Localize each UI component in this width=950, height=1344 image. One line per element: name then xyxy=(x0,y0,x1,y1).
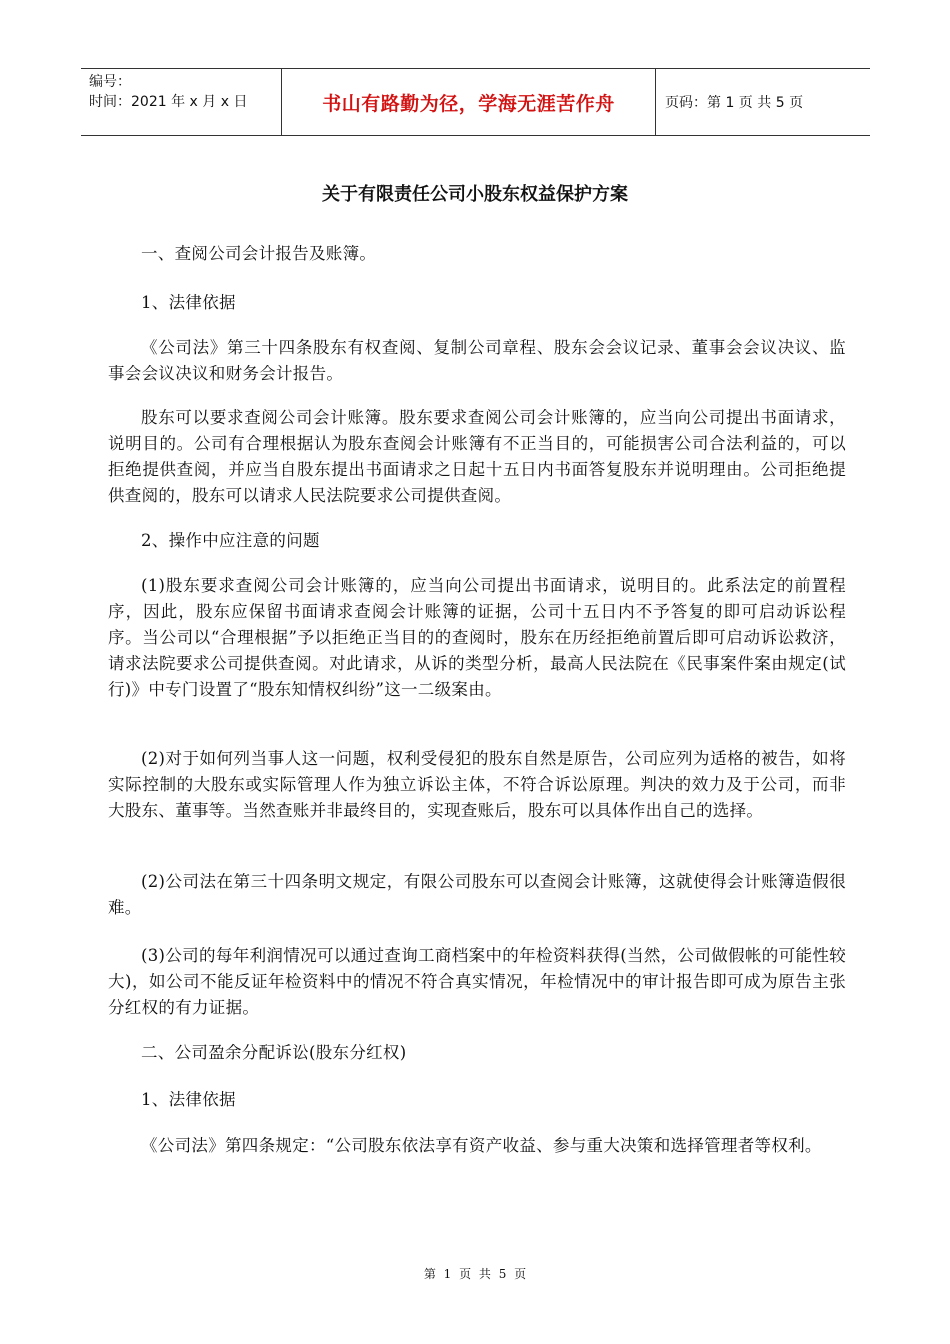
subheading-legal-basis: 1、法律依据 xyxy=(141,293,236,312)
document-date-label: 时间：2021 年 x 月 x 日 xyxy=(89,94,248,110)
subheading-legal-basis: 1、法律依据 xyxy=(141,1090,236,1109)
paragraph: (3)公司的每年利润情况可以通过查询工商档案中的年检资料获得(当然，公司做假帐的可能性较大)，如公司不能反证年检资料中的情况不符合真实情况，年检情况中的审计报告即可成为原告主张分红权的有力证据。 xyxy=(108,946,846,1017)
document-title: 关于有限责任公司小股东权益保护方案 xyxy=(322,184,628,205)
paragraph: 股东可以要求查阅公司会计账簿。股东要求查阅公司会计账簿的，应当向公司提出书面请求，说明目的。公司有合理根据认为股东查阅会计账簿有不正当目的，可能损害公司合法利益的，可以拒绝提供查阅，并应当自股东提出书面请求之日起十五日内书面答复股东并说明理由。公司拒绝提供查阅的，股东可以请求人民法院要求公司提供查阅。 xyxy=(108,408,846,505)
paragraph: 《公司法》第三十四条股东有权查阅、复制公司章程、股东会会议记录、董事会会议决议、监事会会议决议和财务会计报告。 xyxy=(108,338,846,383)
page-header xyxy=(81,68,870,136)
page-footer: 第 1 页 共 5 页 xyxy=(423,1267,527,1281)
document-number-label: 编号： xyxy=(89,74,131,90)
header-motto: 书山有路勤为径，学海无涯苦作舟 xyxy=(282,69,656,135)
paragraph: (2)对于如何列当事人这一问题，权利受侵犯的股东自然是原告，公司应列为适格的被告，如将实际控制的大股东或实际管理人作为独立诉讼主体，不符合诉讼原理。判决的效力及于公司，而非大股东、董事等。当然查账并非最终目的，实现查账后，股东可以具体作出自己的选择。 xyxy=(108,749,846,820)
section-heading-1: 一、查阅公司会计报告及账簿。 xyxy=(141,244,377,263)
header-meta xyxy=(81,69,282,135)
section-heading-2: 二、公司盈余分配诉讼(股东分红权) xyxy=(141,1043,407,1062)
subheading-practice-issues: 2、操作中应注意的问题 xyxy=(141,531,320,550)
header-page-info: 页码：第 1 页 共 5 页 xyxy=(665,95,804,111)
paragraph: (2)公司法在第三十四条明文规定，有限公司股东可以查阅会计账簿，这就使得会计账簿造假很难。 xyxy=(108,872,846,917)
paragraph: (1)股东要求查阅公司会计账簿的，应当向公司提出书面请求，说明目的。此系法定的前置程序，因此，股东应保留书面请求查阅会计账簿的证据，公司十五日内不予答复的即可启动诉讼程序。当公司以“合理根据”予以拒绝正当目的的查阅时，股东在历经拒绝前置后即可启动诉讼救济，请求法院要求公司提供查阅。对此请求，从诉的类型分析，最高人民法院在《民事案件案由规定(试行)》中专门设置了“股东知情权纠纷”这一二级案由。 xyxy=(108,576,846,699)
paragraph: 《公司法》第四条规定：“公司股东依法享有资产收益、参与重大决策和选择管理者等权利。 xyxy=(141,1136,822,1155)
